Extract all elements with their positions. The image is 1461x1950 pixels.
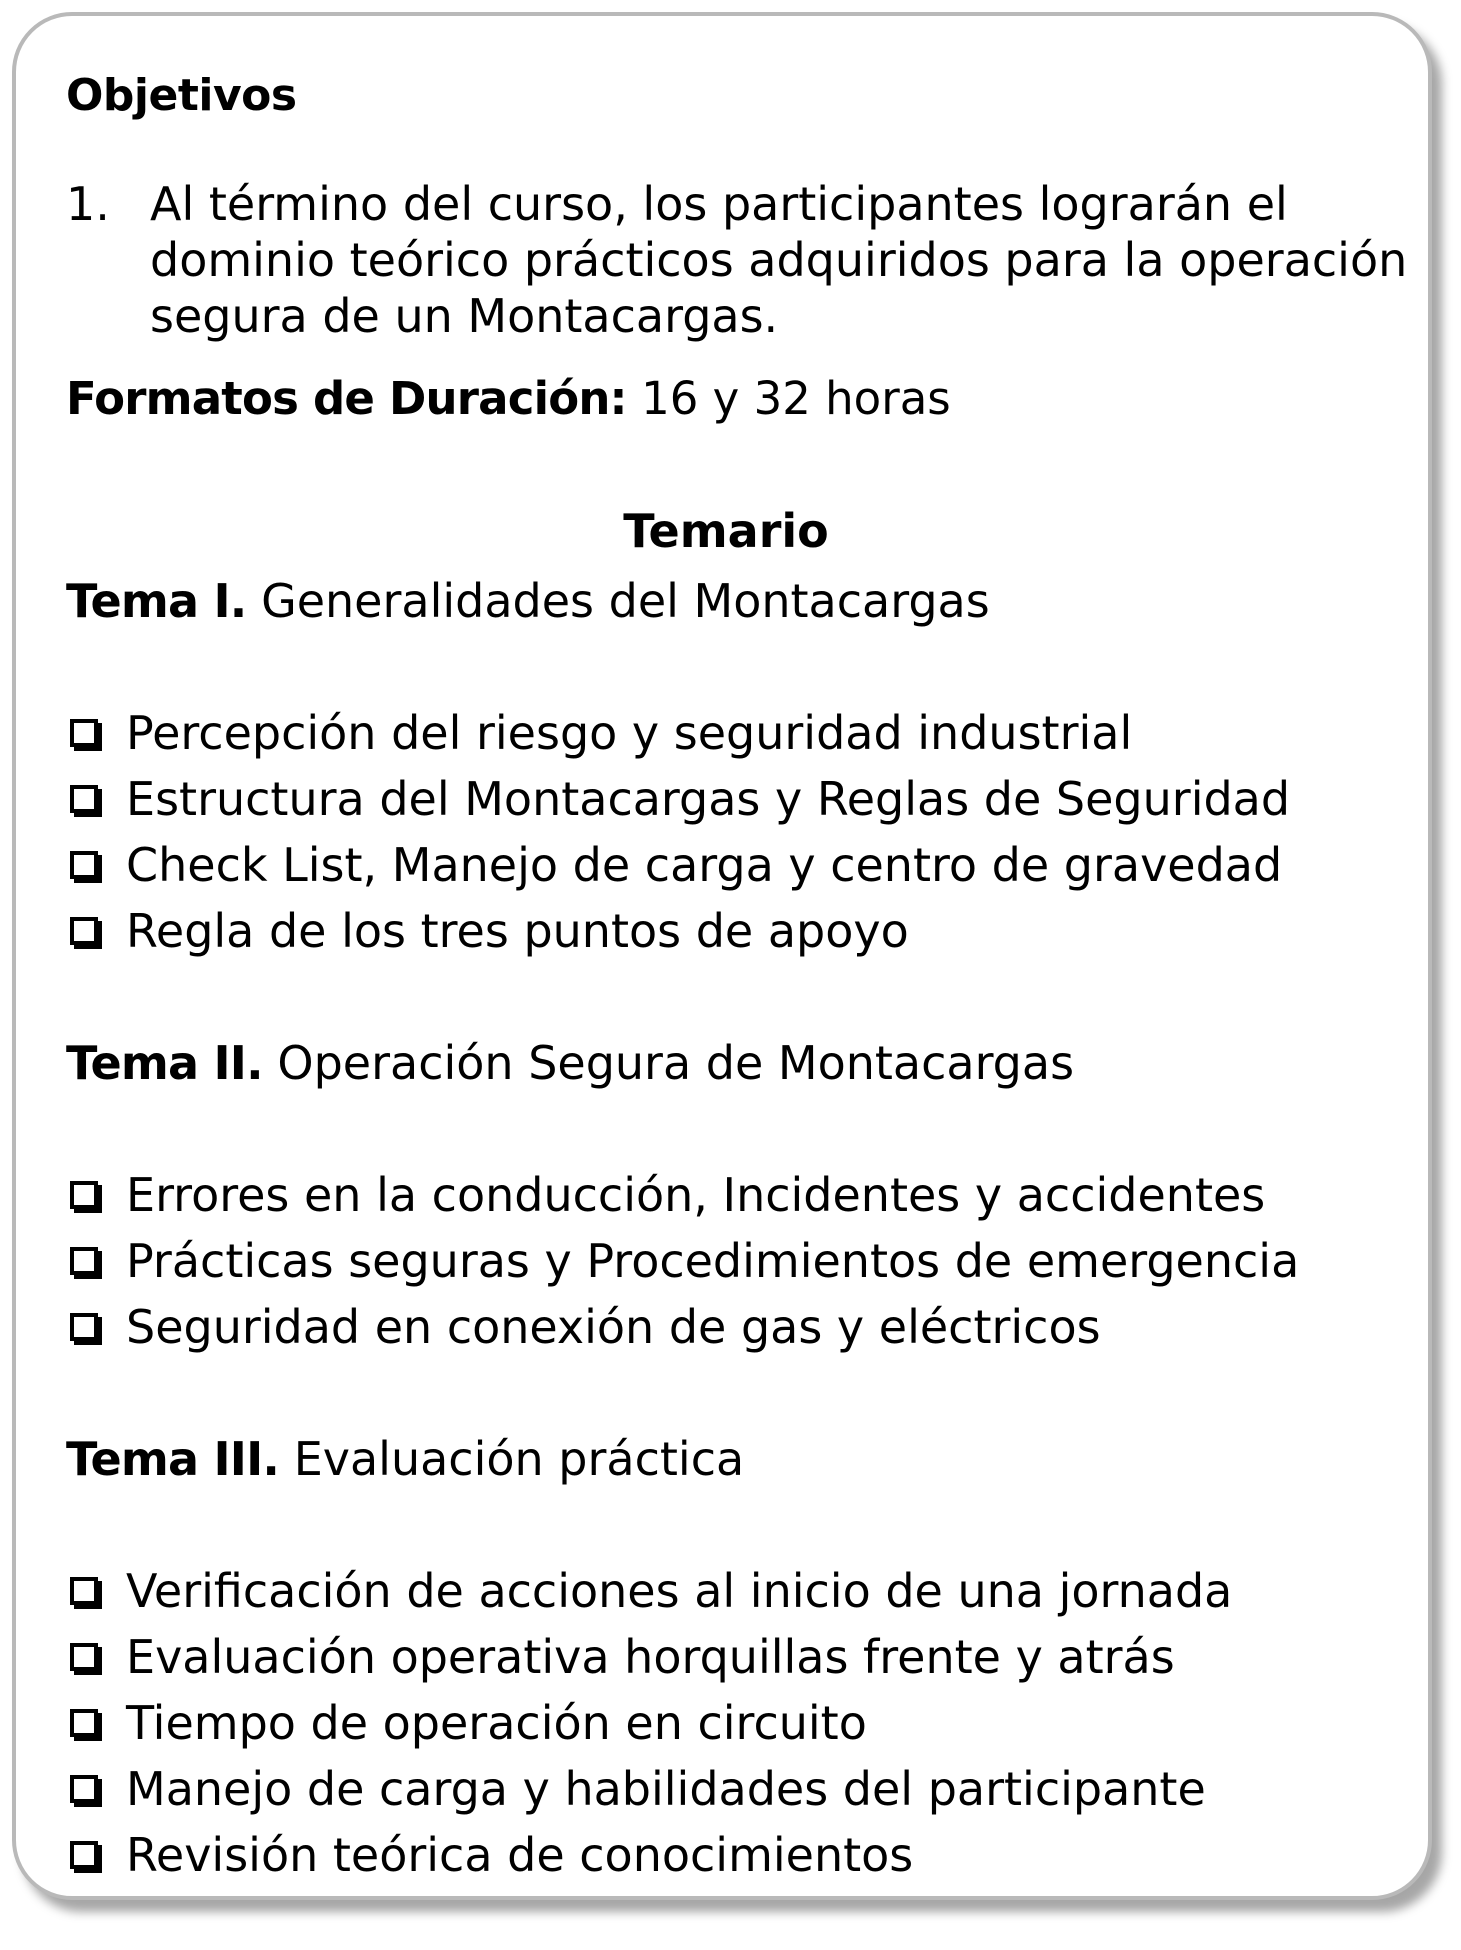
list-item: [66, 1630, 1175, 1684]
list-item: [66, 1300, 1101, 1354]
tema-3-title: Evaluación práctica: [293, 1432, 745, 1486]
objetivos-heading: Objetivos: [66, 70, 297, 121]
list-item: [66, 838, 1283, 892]
tema-3-heading: [66, 1432, 745, 1486]
tema-2-heading: [66, 1036, 1075, 1090]
tema-1-heading: [66, 574, 990, 628]
list-item: [66, 904, 909, 958]
list-item-text: Verificación de acciones al inicio de una jornada: [126, 1564, 1233, 1618]
list-item: [66, 706, 1133, 760]
list-item-text: Prácticas seguras y Procedimientos de emergencia: [126, 1234, 1300, 1288]
checkbox-icon: [70, 1247, 98, 1275]
duration-value: 16 y 32 horas: [641, 372, 951, 425]
checkbox-icon: [70, 1181, 98, 1209]
tema-1-title: Generalidades del Montacargas: [261, 574, 990, 628]
objetivo-text: Al término del curso, los participantes lograrán el dominio teórico prácticos adquiridos para la operación segura de un Montacargas.: [150, 177, 1408, 343]
objetivo-number: 1.: [66, 177, 110, 231]
duration-line: [66, 372, 951, 425]
list-item: [66, 1564, 1233, 1618]
list-item-text: Estructura del Montacargas y Reglas de Seguridad: [126, 772, 1291, 826]
list-item-text: Evaluación operativa horquillas frente y atrás: [126, 1630, 1175, 1684]
list-item: [66, 772, 1291, 826]
duration-label: Formatos de Duración:: [66, 372, 627, 425]
checkbox-icon: [70, 1643, 98, 1671]
list-item-text: Tiempo de operación en circuito: [126, 1696, 867, 1750]
list-item-text: Errores en la conducción, Incidentes y accidentes: [126, 1168, 1266, 1222]
tema-1-label: Tema I.: [66, 574, 247, 628]
list-item: [66, 1168, 1266, 1222]
tema-3-label: Tema III.: [66, 1432, 280, 1486]
checkbox-icon: [70, 851, 98, 879]
checkbox-icon: [70, 1841, 98, 1869]
checkbox-icon: [70, 1313, 98, 1341]
list-item: [66, 1828, 914, 1882]
checkbox-icon: [70, 1775, 98, 1803]
list-item-text: Seguridad en conexión de gas y eléctricos: [126, 1300, 1101, 1354]
list-item: [66, 1762, 1206, 1816]
course-info-card: [12, 12, 1432, 1900]
list-item-text: Revisión teórica de conocimientos: [126, 1828, 914, 1882]
temario-heading: Temario: [623, 504, 829, 558]
list-item: [66, 1696, 867, 1750]
list-item-text: Check List, Manejo de carga y centro de gravedad: [126, 838, 1283, 892]
checkbox-icon: [70, 917, 98, 945]
list-item: [66, 1234, 1300, 1288]
tema-2-title: Operación Segura de Montacargas: [277, 1036, 1075, 1090]
checkbox-icon: [70, 785, 98, 813]
tema-2-label: Tema II.: [66, 1036, 263, 1090]
checkbox-icon: [70, 1709, 98, 1737]
list-item-text: Regla de los tres puntos de apoyo: [126, 904, 909, 958]
checkbox-icon: [70, 1577, 98, 1605]
list-item-text: Manejo de carga y habilidades del participante: [126, 1762, 1206, 1816]
checkbox-icon: [70, 719, 98, 747]
list-item-text: Percepción del riesgo y seguridad industrial: [126, 706, 1133, 760]
